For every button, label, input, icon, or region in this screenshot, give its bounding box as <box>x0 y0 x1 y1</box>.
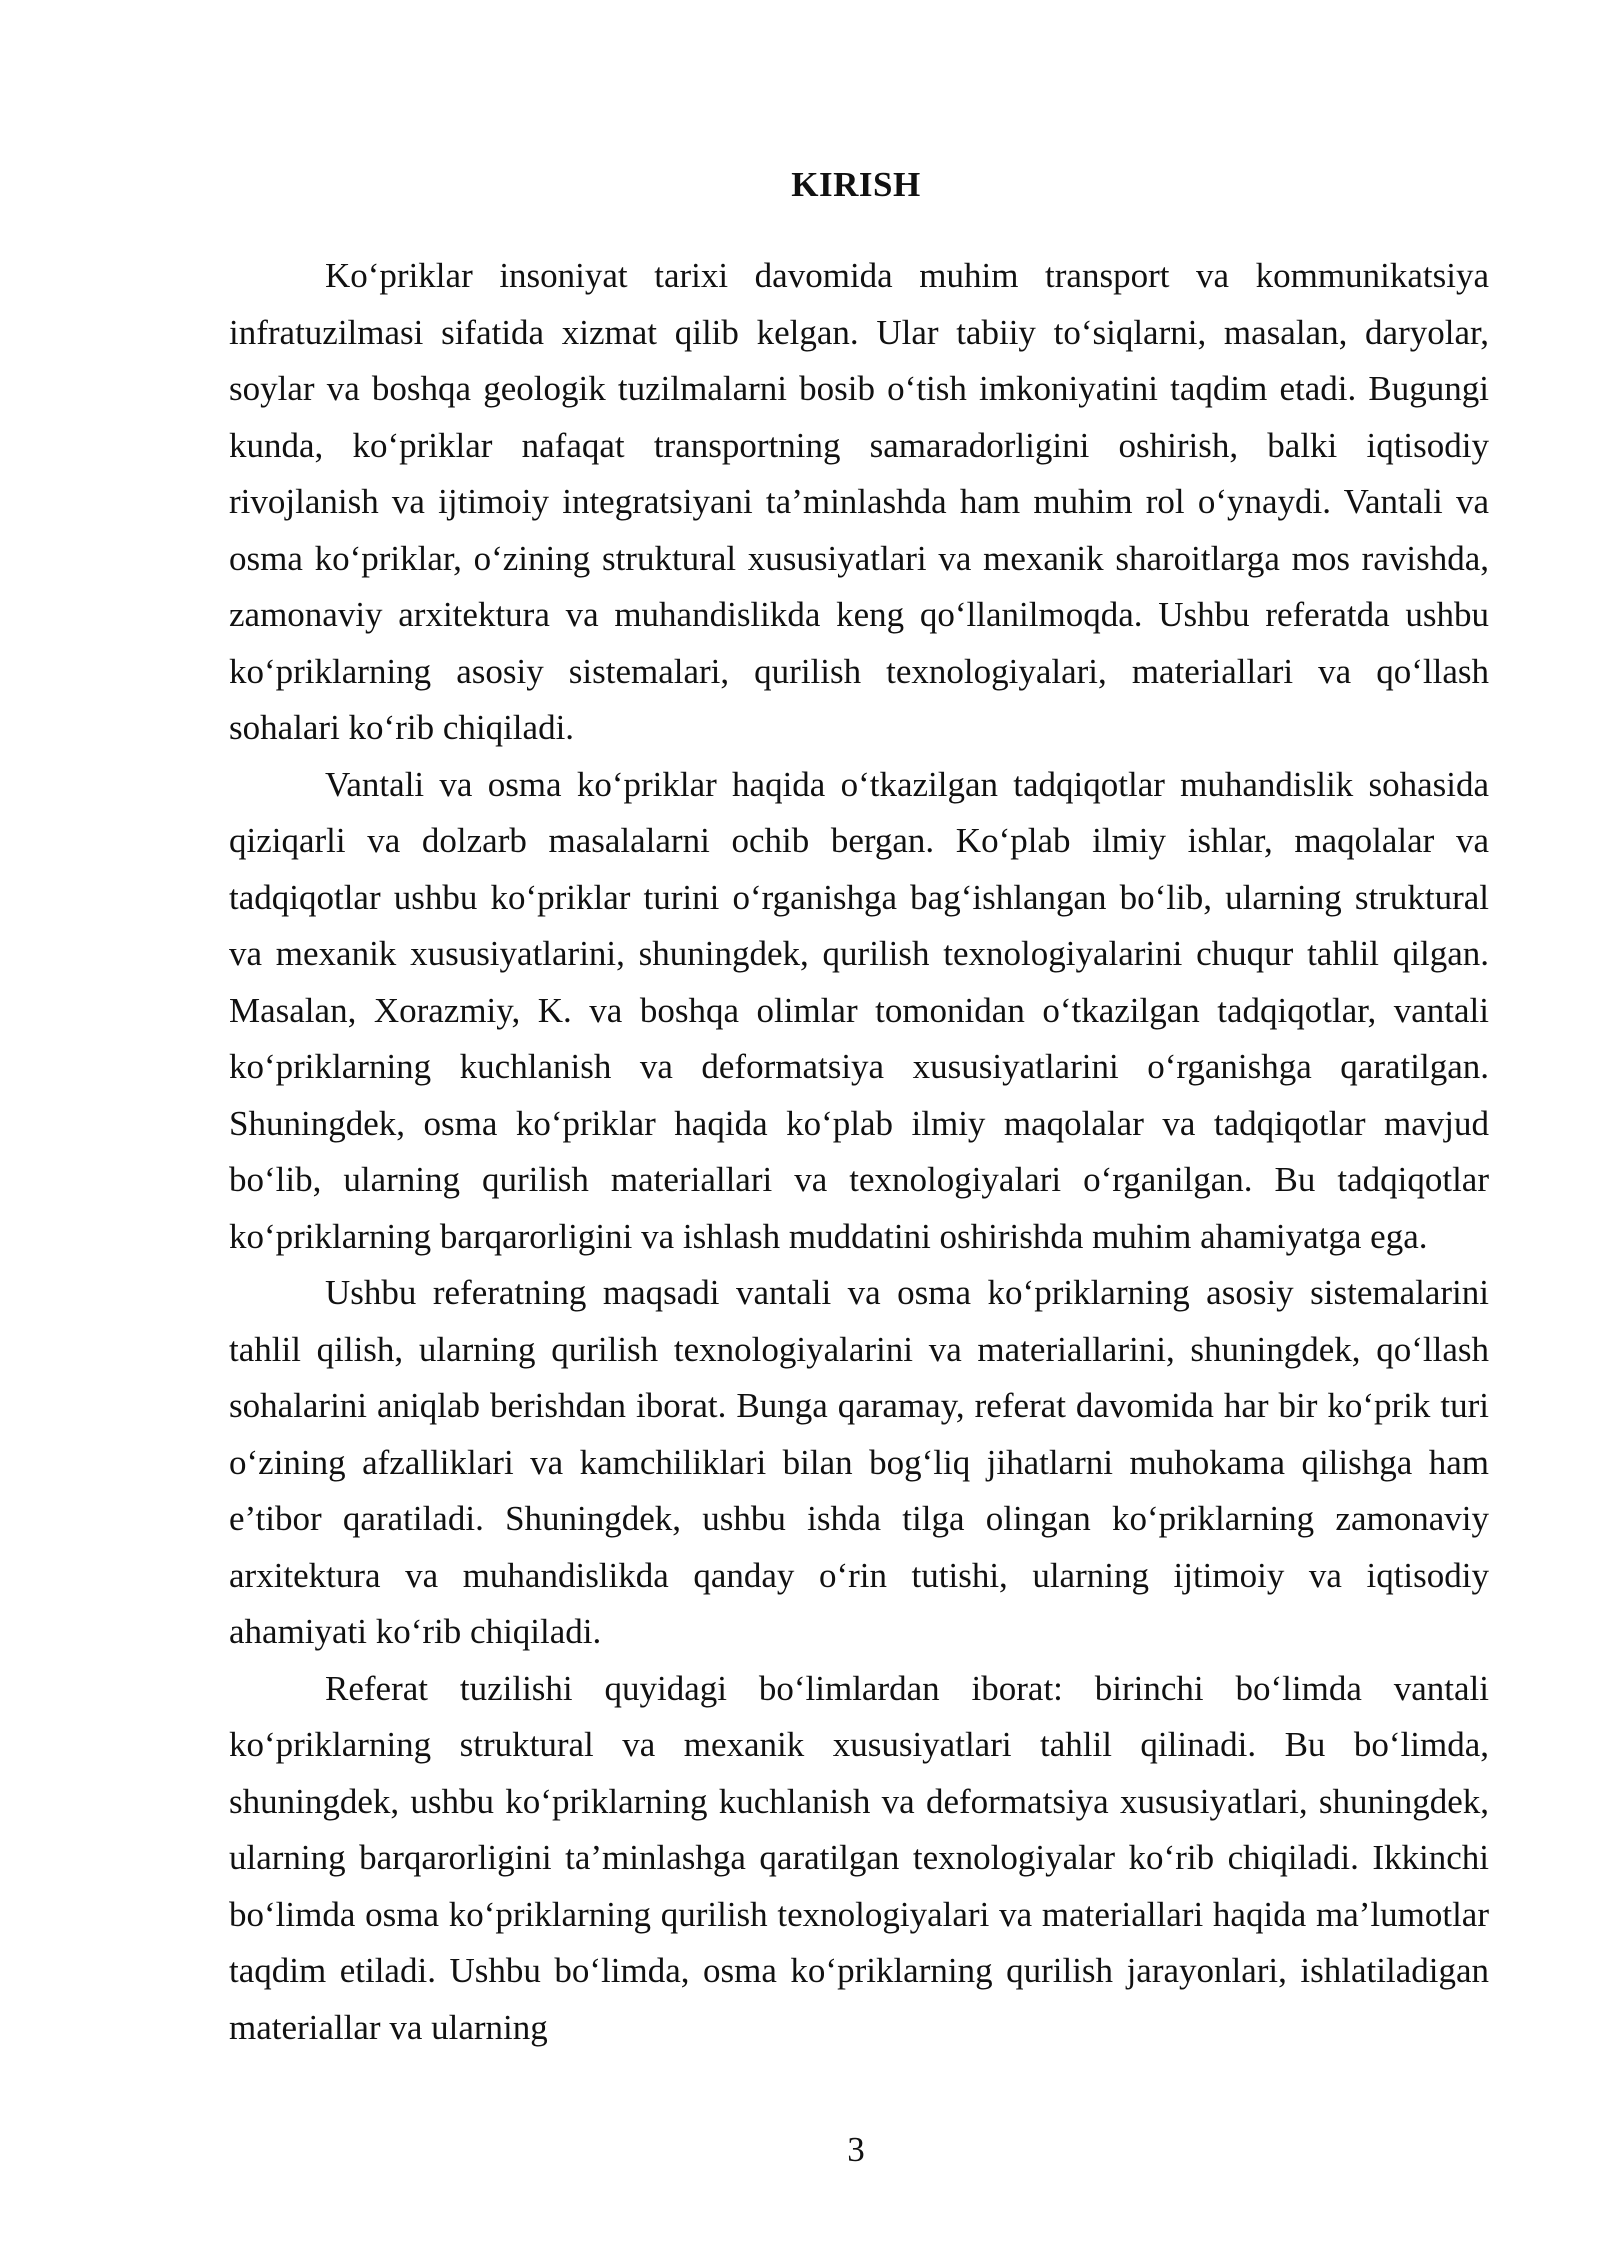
paragraph-3: Ushbu referatning maqsadi vantali va osma ko‘priklarning asosiy sistemalarini tahlil qilish, ularning qurilish texnologiyalarini va materiallarini, shuningdek, qo‘llash sohalarini aniqlab berishdan iborat. Bunga qaramay, referat davomida har bir ko‘prik turi o‘zining afzalliklari va kamchiliklari bilan bog‘liq jihatlarni muhokama qilishga ham e’tibor qaratiladi. Shuningdek, ushbu ishda tilga olingan ko‘priklarning zamonaviy arxitektura va muhandislikda qanday o‘rin tutishi, ularning ijtimoiy va iqtisodiy ahamiyati ko‘rib chiqiladi. <box>229 1273 1489 1651</box>
paragraph-1: Ko‘priklar insoniyat tarixi davomida muhim transport va kommunikatsiya infratuzilmasi sifatida xizmat qilib kelgan. Ular tabiiy to‘siqlarni, masalan, daryolar, soylar va boshqa geologik tuzilmalarni bosib o‘tish imkoniyatini taqdim etadi. Bugungi kunda, ko‘priklar nafaqat transportning samaradorligini oshirish, balki iqtisodiy rivojlanish va ijtimoiy integratsiyani ta’minlashda ham muhim rol o‘ynaydi. Vantali va osma ko‘priklar, o‘zining struktural xususiyatlari va mexanik sharoitlarga mos ravishda, zamonaviy arxitektura va muhandislikda keng qo‘llanilmoqda. Ushbu referatda ushbu ko‘priklarning asosiy sistemalari, qurilish texnologiyalari, materiallari va qo‘llash sohalari ko‘rib chiqiladi. <box>229 256 1489 747</box>
page-number: 3 <box>847 2130 865 2169</box>
page-title: KIRISH <box>791 165 921 204</box>
body-text <box>229 248 1489 2056</box>
paragraph-2: Vantali va osma ko‘priklar haqida o‘tkazilgan tadqiqotlar muhandislik sohasida qiziqarli va dolzarb masalalarni ochib bergan. Ko‘plab ilmiy ishlar, maqolalar va tadqiqotlar ushbu ko‘priklar turini o‘rganishga bag‘ishlangan bo‘lib, ularning struktural va mexanik xususiyatlarini, shuningdek, qurilish texnologiyalarini chuqur tahlil qilgan. Masalan, Xorazmiy, K. va boshqa olimlar tomonidan o‘tkazilgan tadqiqotlar, vantali ko‘priklarning kuchlanish va deformatsiya xususiyatlarini o‘rganishga qaratilgan. Shuningdek, osma ko‘priklar haqida ko‘plab ilmiy maqolalar va tadqiqotlar mavjud bo‘lib, ularning qurilish materiallari va texnologiyalari o‘rganilgan. Bu tadqiqotlar ko‘priklarning barqarorligini va ishlash muddatini oshirishda muhim ahamiyatga ega. <box>229 764 1489 1256</box>
paragraph-4: Referat tuzilishi quyidagi bo‘limlardan iborat: birinchi bo‘limda vantali ko‘priklarning struktural va mexanik xususiyatlari tahlil qilinadi. Bu bo‘limda, shuningdek, ushbu ko‘priklarning kuchlanish va deformatsiya xususiyatlari, shuningdek, ularning barqarorligini ta’minlashga qaratilgan texnologiyalar ko‘rib chiqiladi. Ikkinchi bo‘limda osma ko‘priklarning qurilish texnologiyalari va materiallari haqida ma’lumotlar taqdim etiladi. Ushbu bo‘limda, osma ko‘priklarning qurilish jarayonlari, ishlatiladigan materiallar va ularning <box>229 1668 1489 2047</box>
